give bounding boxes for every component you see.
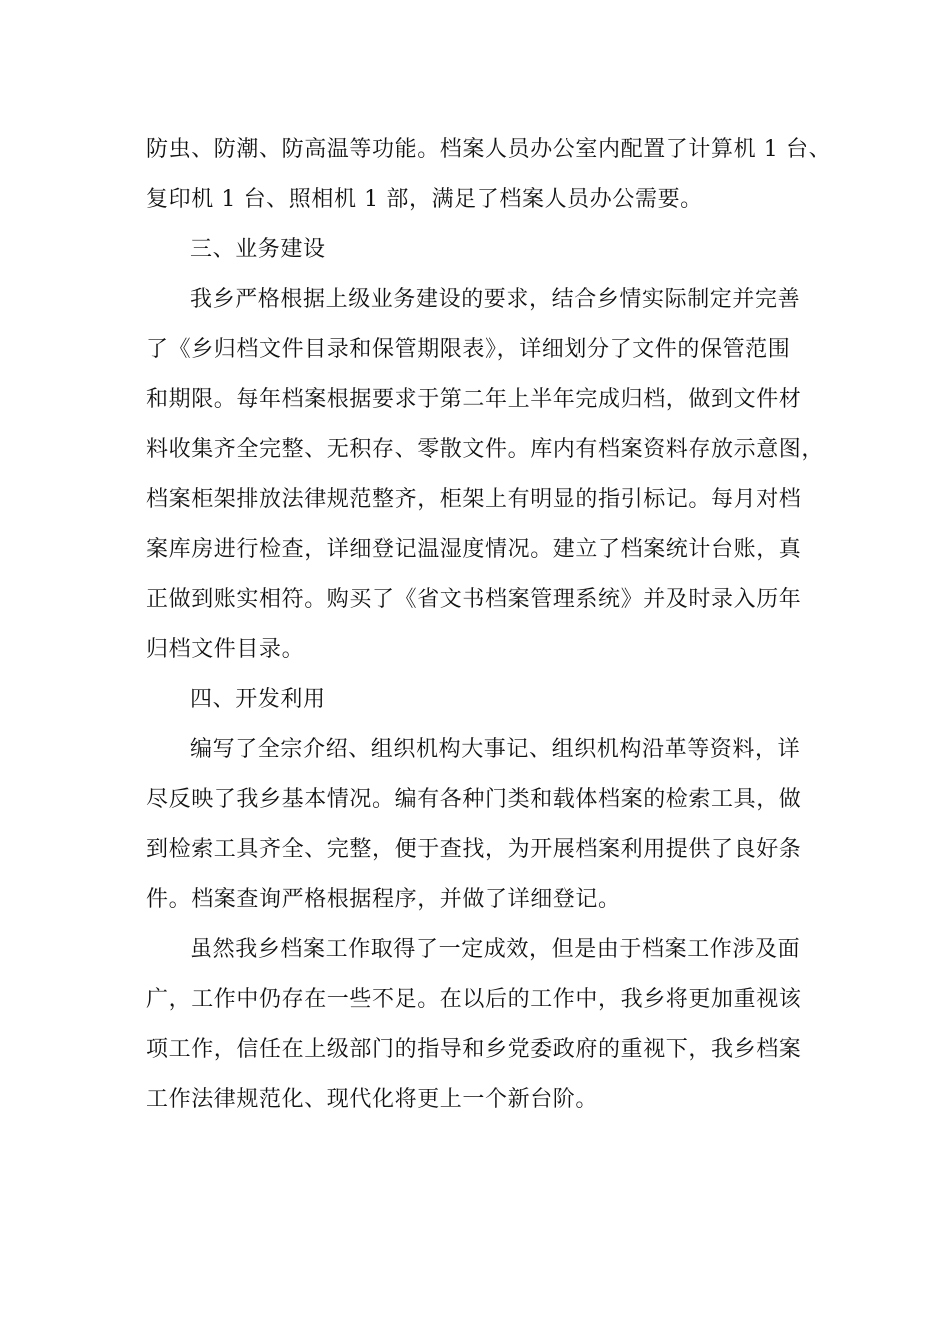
text-line: 项工作，信任在上级部门的指导和乡党委政府的重视下，我乡档案 <box>146 1037 802 1062</box>
text-line: 我乡严格根据上级业务建设的要求，结合乡情实际制定并完善 <box>190 287 801 312</box>
text-line: 和期限。每年档案根据要求于第二年上半年完成归档，做到文件材 <box>146 387 802 412</box>
text-line: 工作法律规范化、现代化将更上一个新台阶。 <box>146 1087 599 1112</box>
text-line: 广，工作中仍存在一些不足。在以后的工作中，我乡将更加重视该 <box>146 987 802 1012</box>
text-line: 复印机 1 台、照相机 1 部，满足了档案人员办公需要。 <box>146 187 703 212</box>
text-line: 案库房进行检查，详细登记温湿度情况。建立了档案统计台账，真 <box>146 537 802 562</box>
text-line: 到检索工具齐全、完整，便于查找，为开展档案利用提供了良好条 <box>146 837 802 862</box>
text-line: 尽反映了我乡基本情况。编有各种门类和载体档案的检索工具，做 <box>146 787 802 812</box>
text-line: 件。档案查询严格根据程序，并做了详细登记。 <box>146 887 621 912</box>
text-line: 正做到账实相符。购买了《省文书档案管理系统》并及时录入历年 <box>146 587 802 612</box>
text-line: 虽然我乡档案工作取得了一定成效，但是由于档案工作涉及面 <box>190 937 801 962</box>
text-line: 归档文件目录。 <box>146 637 305 662</box>
text-line: 了《乡归档文件目录和保管期限表》，详细划分了文件的保管范围 <box>146 337 791 362</box>
section-heading: 三、业务建设 <box>190 237 326 262</box>
text-line: 编写了全宗介绍、组织机构大事记、组织机构沿革等资料，详 <box>190 737 801 762</box>
text-line: 档案柜架排放法律规范整齐，柜架上有明显的指引标记。每月对档 <box>146 487 802 512</box>
text-line: 料收集齐全完整、无积存、零散文件。库内有档案资料存放示意图， <box>146 437 825 462</box>
section-heading: 四、开发利用 <box>190 687 326 712</box>
text-line: 防虫、防潮、防高温等功能。档案人员办公室内配置了计算机 1 台、 <box>146 137 832 162</box>
